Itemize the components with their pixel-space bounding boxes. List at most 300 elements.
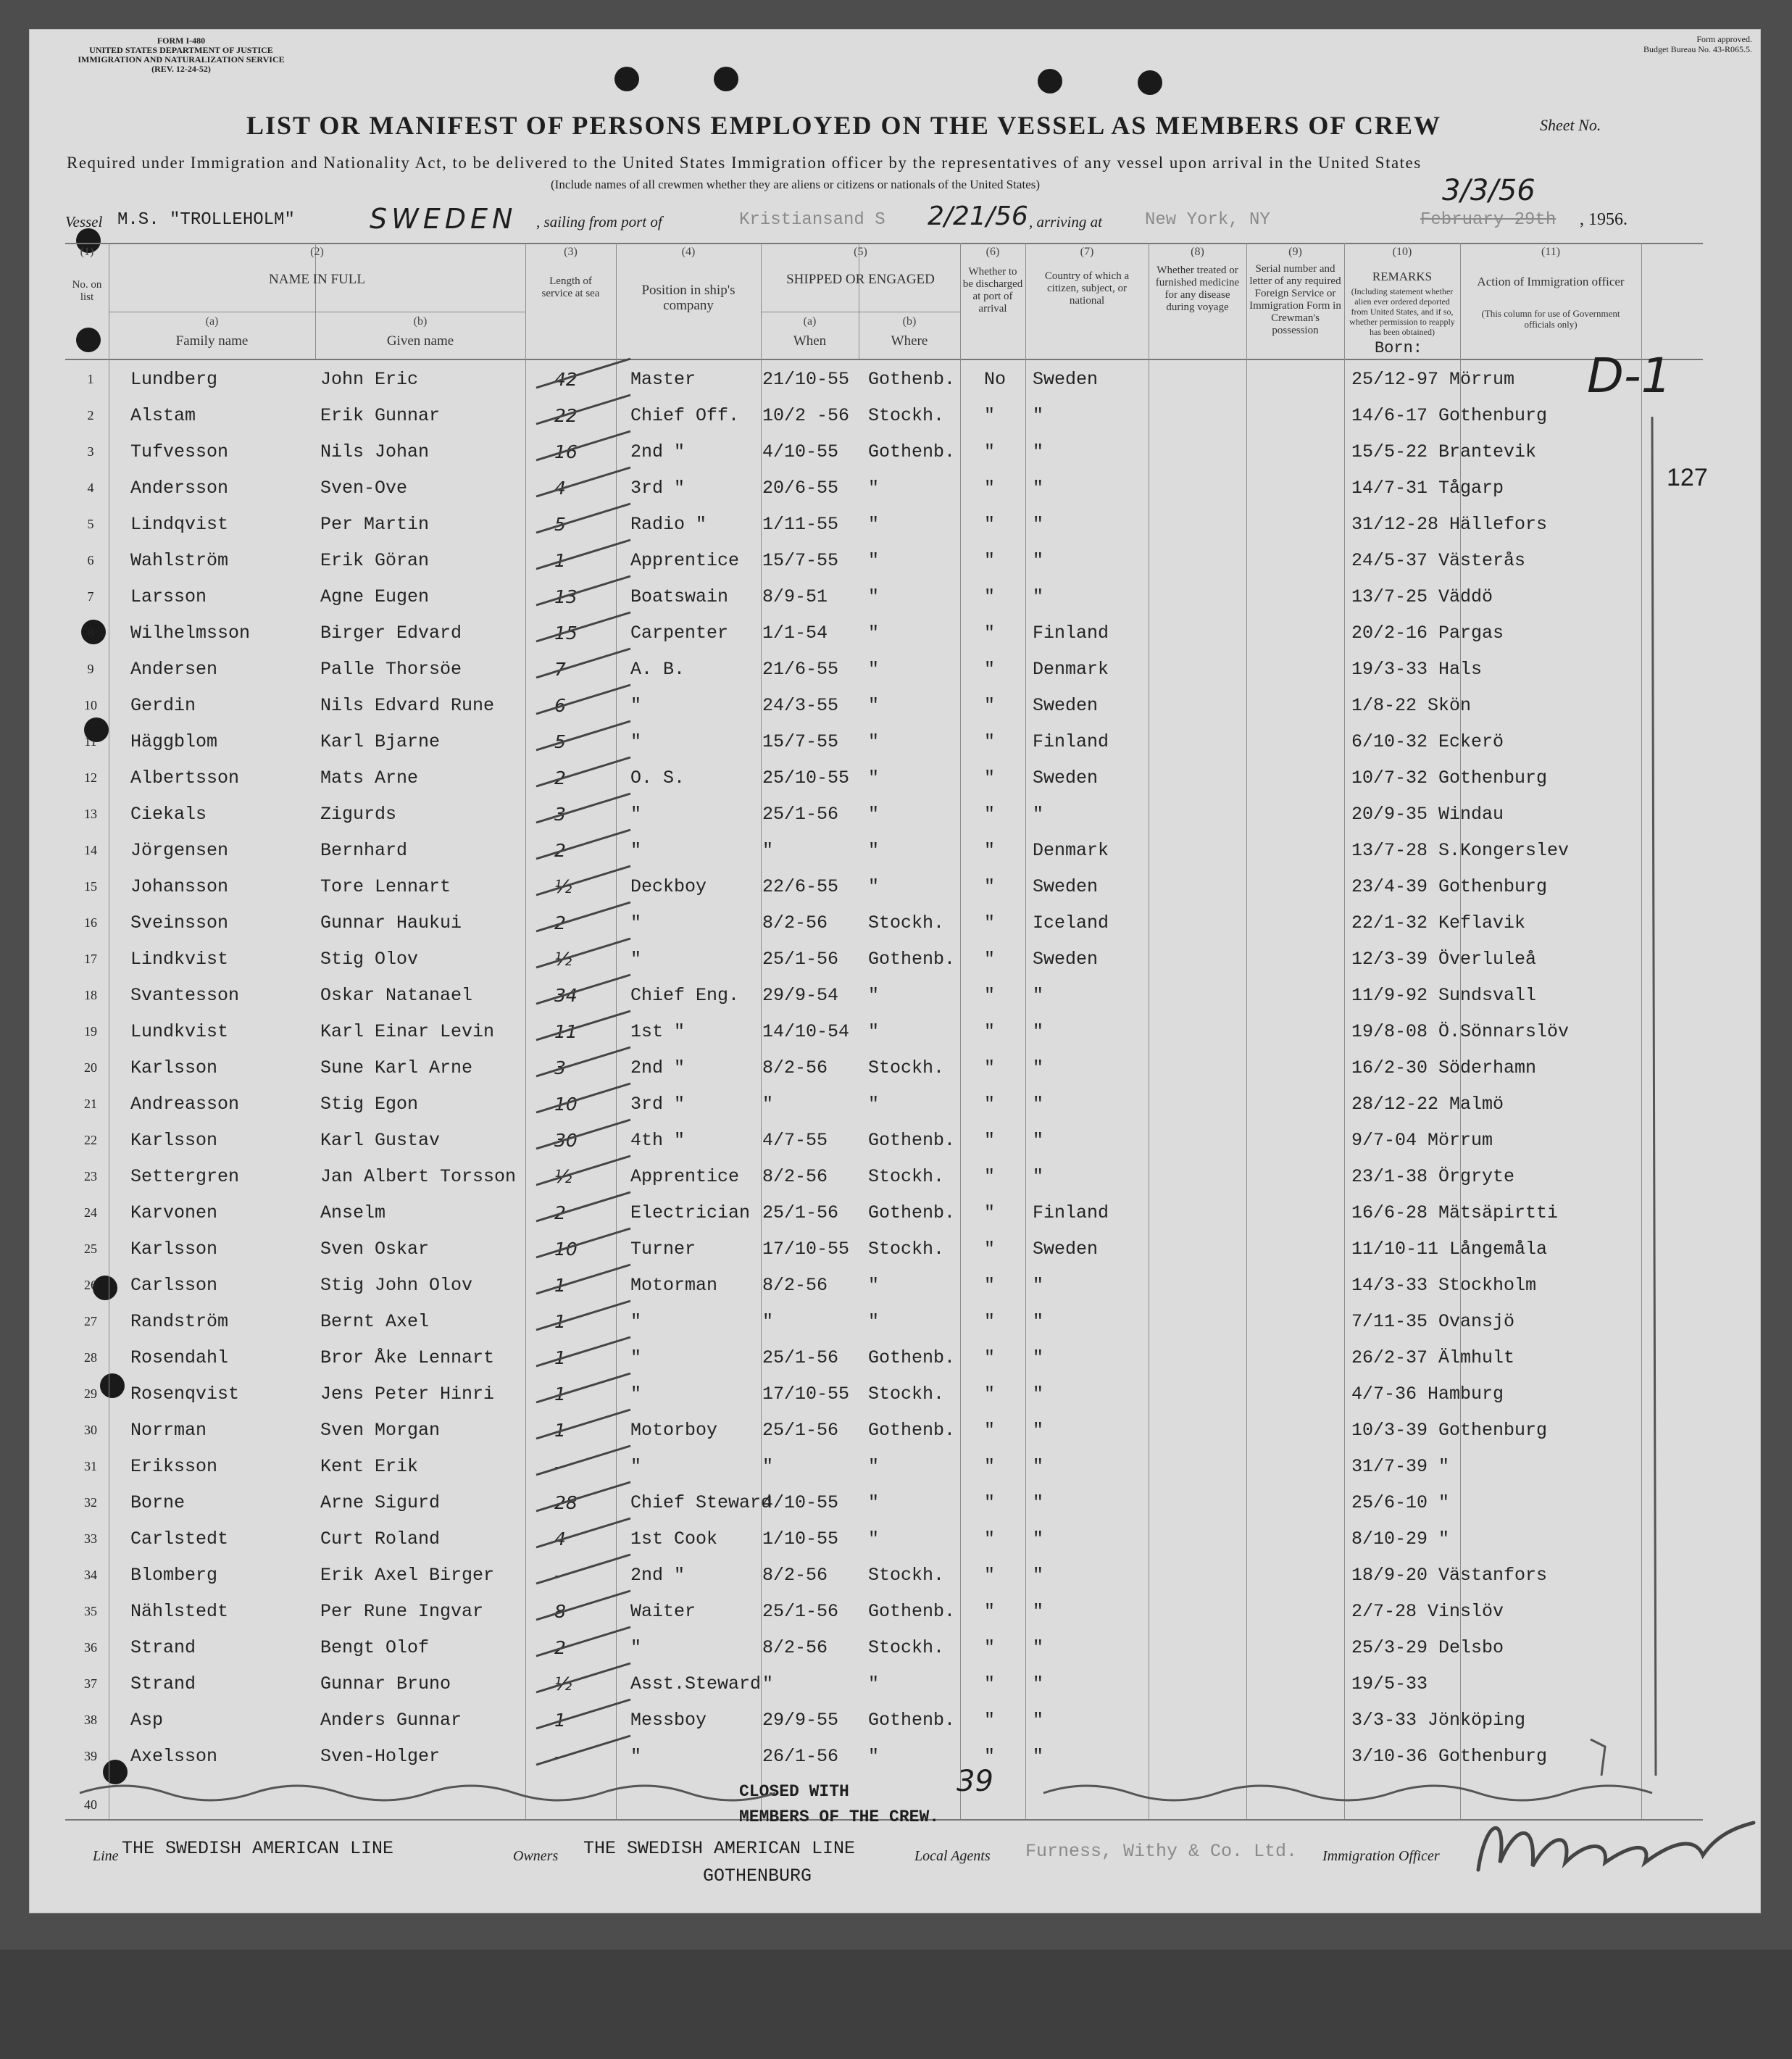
position: " <box>630 731 642 752</box>
department-header <box>36 36 326 74</box>
position: Deckboy <box>630 876 707 897</box>
shipped-when: 17/10-55 <box>762 1239 850 1260</box>
family-name: Sveinsson <box>130 912 229 933</box>
position: Chief Off. <box>630 405 740 426</box>
table-row <box>65 576 1703 612</box>
length-of-service: 13 <box>554 586 578 607</box>
shipped-when: 4/7-55 <box>762 1130 828 1151</box>
family-name: Rosenqvist <box>130 1384 240 1405</box>
country: Sweden <box>1033 695 1099 716</box>
position: " <box>630 840 642 861</box>
shipped-when: 17/10-55 <box>762 1384 850 1405</box>
length-of-service: ½ <box>554 876 572 897</box>
family-name: Svantesson <box>130 985 240 1006</box>
discharge: " <box>984 768 996 789</box>
shipped-when: 25/10-55 <box>762 768 850 789</box>
given-name: Nils Johan <box>320 441 430 462</box>
country: " <box>1033 1311 1044 1332</box>
closed-crew-count: 39 <box>957 1765 993 1798</box>
length-of-service: 1 <box>554 1710 566 1731</box>
discharge: " <box>984 1239 996 1260</box>
row-number: 34 <box>84 1568 97 1582</box>
length-of-service: 1 <box>554 1347 566 1368</box>
remarks: 25/6-10 " <box>1351 1492 1450 1513</box>
length-of-service: 15 <box>554 623 578 644</box>
row-number: 19 <box>84 1024 97 1039</box>
country: " <box>1033 1528 1044 1550</box>
shipped-where: Gothenb. <box>868 1601 956 1622</box>
table-row <box>65 975 1703 1011</box>
remarks: 23/4-39 Gothenburg <box>1351 876 1548 897</box>
family-name: Borne <box>130 1492 186 1513</box>
shipped-where: Stockh. <box>868 1239 945 1260</box>
col3-number: (3) <box>564 246 578 258</box>
length-of-service: 1 <box>554 1384 566 1405</box>
remarks: 25/3-29 Delsbo <box>1351 1637 1504 1658</box>
shipped-when: " <box>762 1311 774 1332</box>
discharge: " <box>984 731 996 752</box>
line-label: Line <box>93 1848 119 1864</box>
discharge: " <box>984 514 996 535</box>
family-name: Norrman <box>130 1420 207 1441</box>
row-number: 39 <box>84 1749 97 1763</box>
given-name: Gunnar Bruno <box>320 1673 451 1694</box>
shipped-when: 15/7-55 <box>762 550 839 571</box>
country: " <box>1033 1637 1044 1658</box>
col10-number: (10) <box>1392 246 1412 258</box>
table-row <box>65 830 1703 866</box>
given-name: Per Martin <box>320 514 430 535</box>
crew-manifest-table <box>65 243 1703 1819</box>
shipped-where: Stockh. <box>868 1384 945 1405</box>
shipped-where: " <box>868 1021 880 1042</box>
col6-number: (6) <box>985 246 1000 258</box>
remarks: 2/7-28 Vinslöv <box>1351 1601 1504 1622</box>
required-statement: Required under Immigration and Nationality Act, to be delivered to the United States Immigration officer by the representatives of any vessel upon arrival in the United States <box>67 154 1422 172</box>
row-number: 5 <box>87 517 94 531</box>
country: " <box>1033 514 1044 535</box>
family-name: Tufvesson <box>130 441 229 462</box>
col-action: Action of Immigration officer <box>1477 275 1625 288</box>
table-row <box>65 902 1703 939</box>
given-name: Erik Gunnar <box>320 405 441 426</box>
remarks: 8/10-29 " <box>1351 1528 1450 1550</box>
table-row <box>65 1736 1703 1772</box>
position: " <box>630 912 642 933</box>
discharge: " <box>984 1565 996 1586</box>
discharge: " <box>984 804 996 825</box>
shipped-where: " <box>868 514 880 535</box>
shipped-when: 25/1-56 <box>762 1347 839 1368</box>
table-row <box>65 1301 1703 1337</box>
shipped-where: Gothenb. <box>868 1347 956 1368</box>
table-row <box>65 1373 1703 1410</box>
position: " <box>630 695 642 716</box>
col-country: Country of which a citizen, subject, or national <box>1044 270 1130 307</box>
country: " <box>1033 405 1044 426</box>
length-of-service: 1 <box>554 1311 566 1332</box>
vessel-label: Vessel <box>65 213 103 230</box>
family-name: Wahlström <box>130 550 229 571</box>
remarks: 22/1-32 Keflavik <box>1351 912 1526 933</box>
discharge: " <box>984 695 996 716</box>
discharge: " <box>984 1202 996 1223</box>
remarks: 4/7-36 Hamburg <box>1351 1384 1504 1405</box>
position: 1st Cook <box>630 1528 718 1550</box>
sailing-label: , sailing from port of <box>536 213 662 230</box>
remarks: 20/2-16 Pargas <box>1351 623 1504 644</box>
remarks: 11/10-11 Långemåla <box>1351 1239 1548 1260</box>
row-number: 12 <box>84 770 97 785</box>
shipped-when: 8/2-56 <box>762 1637 828 1658</box>
col-when: When <box>793 333 827 349</box>
country: Finland <box>1033 731 1109 752</box>
length-of-service: 7 <box>554 659 566 680</box>
table-row <box>65 1410 1703 1446</box>
row-number: 27 <box>84 1314 97 1328</box>
country: " <box>1033 1384 1044 1405</box>
remarks: 15/5-22 Brantevik <box>1351 441 1537 462</box>
table-row <box>65 685 1703 721</box>
remarks: 14/7-31 Tågarp <box>1351 478 1504 499</box>
table-row <box>65 1083 1703 1120</box>
remarks: 23/1-38 Örgryte <box>1351 1166 1515 1187</box>
discharge: " <box>984 405 996 426</box>
discharge: " <box>984 1275 996 1296</box>
closed-line1: CLOSED WITH <box>739 1782 849 1801</box>
col-remarks: REMARKS <box>1372 270 1433 283</box>
col-medicine: Whether treated or furnished medicine for any disease during voyage <box>1155 265 1240 313</box>
discharge: " <box>984 441 996 462</box>
shipped-where: " <box>868 1492 880 1513</box>
given-name: Bernhard <box>320 840 408 861</box>
row-number: 35 <box>84 1604 97 1618</box>
length-of-service: 1 <box>554 1420 566 1441</box>
shipped-when: 4/10-55 <box>762 1492 839 1513</box>
shipped-where: Stockh. <box>868 1057 945 1078</box>
shipped-when: " <box>762 1673 774 1694</box>
family-name: Karlsson <box>130 1239 218 1260</box>
side-number: 127 <box>1667 464 1708 491</box>
discharge: " <box>984 1057 996 1078</box>
length-of-service: 2 <box>554 1202 566 1223</box>
shipped-where: " <box>868 1528 880 1550</box>
discharge: " <box>984 1492 996 1513</box>
shipped-where: " <box>868 550 880 571</box>
shipped-where: " <box>868 804 880 825</box>
remarks: 9/7-04 Mörrum <box>1351 1130 1493 1151</box>
revision-date: (REV. 12-24-52) <box>151 64 211 74</box>
position: Electrician <box>630 1202 751 1223</box>
given-name: Jens Peter Hinri <box>320 1384 495 1405</box>
position: Carpenter <box>630 623 729 644</box>
arrival-date: 3/3/56 <box>1442 174 1535 207</box>
background-strip <box>0 1950 1792 2059</box>
given-name: Nils Edvard Rune <box>320 695 495 716</box>
row-number: 30 <box>84 1423 97 1437</box>
discharge: " <box>984 985 996 1006</box>
col4-number: (4) <box>681 246 696 258</box>
row-number: 33 <box>84 1531 97 1546</box>
shipped-when: " <box>762 840 774 861</box>
row-number: 10 <box>84 698 97 712</box>
given-name: Zigurds <box>320 804 397 825</box>
discharge: " <box>984 949 996 970</box>
remarks: 19/5-33 <box>1351 1673 1428 1694</box>
table-row <box>65 1627 1703 1663</box>
family-name: Settergren <box>130 1166 240 1187</box>
given-name: Anselm <box>320 1202 386 1223</box>
page-title: LIST OR MANIFEST OF PERSONS EMPLOYED ON THE VESSEL AS MEMBERS OF CREW <box>246 111 1441 140</box>
shipped-where: Gothenb. <box>868 949 956 970</box>
col5b-number: (b) <box>902 315 917 328</box>
remarks: 6/10-32 Eckerö <box>1351 731 1504 752</box>
col-no-on-list: No. on list <box>72 279 102 303</box>
country: " <box>1033 804 1044 825</box>
length-of-service: 10 <box>554 1239 578 1260</box>
shipped-when: 1/10-55 <box>762 1528 839 1550</box>
country: " <box>1033 1275 1044 1296</box>
shipped-where: Stockh. <box>868 1565 945 1586</box>
shipped-where: " <box>868 1311 880 1332</box>
position: Turner <box>630 1239 696 1260</box>
discharge: " <box>984 623 996 644</box>
length-of-service: 6 <box>554 695 566 716</box>
discharge: " <box>984 840 996 861</box>
position: Chief Steward <box>630 1492 772 1513</box>
year: , 1956. <box>1580 210 1628 229</box>
given-name: Karl Einar Levin <box>320 1021 495 1042</box>
family-name: Jörgensen <box>130 840 229 861</box>
owners-label: Owners <box>513 1848 559 1864</box>
remarks: 26/2-37 Älmhult <box>1351 1347 1515 1368</box>
given-name: Erik Göran <box>320 550 430 571</box>
family-name: Carlsson <box>130 1275 218 1296</box>
col-position: Position in ship's company <box>641 283 735 313</box>
country: " <box>1033 1456 1044 1477</box>
discharge: " <box>984 1094 996 1115</box>
table-row <box>65 1591 1703 1627</box>
vessel-name: M.S. "TROLLEHOLM" <box>117 210 295 230</box>
table-row <box>65 1011 1703 1047</box>
col-where: Where <box>891 333 928 349</box>
country: Denmark <box>1033 840 1109 861</box>
position: Apprentice <box>630 1166 740 1187</box>
length-of-service: 30 <box>554 1130 578 1151</box>
country: " <box>1033 1746 1044 1767</box>
col7-number: (7) <box>1080 246 1094 258</box>
family-name: Axelsson <box>130 1746 218 1767</box>
country: " <box>1033 441 1044 462</box>
shipped-where: Gothenb. <box>868 1130 956 1151</box>
country: " <box>1033 1492 1044 1513</box>
given-name: Kent Erik <box>320 1456 419 1477</box>
table-row <box>65 1047 1703 1083</box>
discharge: " <box>984 1021 996 1042</box>
discharge: " <box>984 659 996 680</box>
given-name: Bernt Axel <box>320 1311 430 1332</box>
position: Apprentice <box>630 550 740 571</box>
given-name: Tore Lennart <box>320 876 451 897</box>
col-name-in-full: NAME IN FULL <box>269 272 365 287</box>
owners-value: THE SWEDISH AMERICAN LINE <box>583 1838 856 1859</box>
family-name: Andersen <box>130 659 218 680</box>
shipped-where: " <box>868 876 880 897</box>
discharge: " <box>984 1673 996 1694</box>
position: " <box>630 1347 642 1368</box>
length-of-service: 2 <box>554 1637 566 1658</box>
col2-number: (2) <box>310 246 324 258</box>
col11-number: (11) <box>1541 246 1561 258</box>
shipped-when: 20/6-55 <box>762 478 839 499</box>
row-number: 31 <box>84 1459 97 1473</box>
length-of-service: 22 <box>554 405 578 426</box>
shipped-when: 15/7-55 <box>762 731 839 752</box>
length-of-service: 2 <box>554 768 566 789</box>
family-name: Nählstedt <box>130 1601 229 1622</box>
family-name: Blomberg <box>130 1565 218 1586</box>
country: Sweden <box>1033 369 1099 390</box>
row-number: 29 <box>84 1386 97 1401</box>
family-name: Karlsson <box>130 1130 218 1151</box>
agents-value: Furness, Withy & Co. Ltd. <box>1025 1841 1298 1862</box>
discharge: " <box>984 478 996 499</box>
vessel-flag: SWEDEN <box>370 203 517 235</box>
given-name: Gunnar Haukui <box>320 912 462 933</box>
arriving-label: , arriving at <box>1029 213 1102 230</box>
immigration-officer-label: Immigration Officer <box>1322 1848 1440 1864</box>
row-number: 24 <box>84 1205 97 1220</box>
given-name: Anders Gunnar <box>320 1710 462 1731</box>
row-number: 2 <box>87 408 94 423</box>
table-row <box>65 612 1703 649</box>
family-name: Lindkvist <box>130 949 229 970</box>
length-of-service: 3 <box>554 804 566 825</box>
country: " <box>1033 1565 1044 1586</box>
shipped-where: Gothenb. <box>868 1710 956 1731</box>
shipped-when: 29/9-55 <box>762 1710 839 1731</box>
length-of-service: 4 <box>554 1528 566 1550</box>
punch-hole <box>714 67 738 91</box>
shipped-where: " <box>868 840 880 861</box>
given-name: Karl Gustav <box>320 1130 441 1151</box>
given-name: Curt Roland <box>320 1528 441 1550</box>
row-number: 22 <box>84 1133 97 1147</box>
length-of-service: 4 <box>554 478 566 499</box>
given-name: Stig Olov <box>320 949 419 970</box>
given-name: Jan Albert Torsson <box>320 1166 517 1187</box>
family-name: Lundkvist <box>130 1021 229 1042</box>
table-row <box>65 1700 1703 1736</box>
shipped-when: 25/1-56 <box>762 1601 839 1622</box>
remarks: 18/9-20 Västanfors <box>1351 1565 1548 1586</box>
shipped-where: " <box>868 1275 880 1296</box>
table-row <box>65 1482 1703 1518</box>
discharge: " <box>984 586 996 607</box>
country: " <box>1033 1420 1044 1441</box>
shipped-when: 25/1-56 <box>762 1420 839 1441</box>
family-name: Strand <box>130 1673 196 1694</box>
country: " <box>1033 1601 1044 1622</box>
table-row <box>65 359 1703 395</box>
position: Messboy <box>630 1710 707 1731</box>
closed-line2: MEMBERS OF THE CREW. <box>739 1808 940 1826</box>
family-name: Alstam <box>130 405 196 426</box>
discharge: " <box>984 1528 996 1550</box>
country: " <box>1033 1057 1044 1078</box>
remarks: 14/6-17 Gothenburg <box>1351 405 1548 426</box>
discharge: " <box>984 1384 996 1405</box>
remarks: 14/3-33 Stockholm <box>1351 1275 1537 1296</box>
family-name: Rosendahl <box>130 1347 229 1368</box>
length-of-service: 42 <box>554 369 578 390</box>
country: " <box>1033 586 1044 607</box>
owners-city: GOTHENBURG <box>703 1865 812 1887</box>
budget-bureau: Budget Bureau No. 43-R065.5. <box>1643 44 1752 54</box>
shipped-when: 10/2 -56 <box>762 405 850 426</box>
discharge: No <box>984 369 1007 390</box>
position: 3rd " <box>630 1094 685 1115</box>
given-name: Mats Arne <box>320 768 419 789</box>
agents-label: Local Agents <box>914 1848 991 1864</box>
length-of-service: 3 <box>554 1057 566 1078</box>
row-number: 1 <box>87 372 94 386</box>
punch-hole <box>614 67 639 91</box>
given-name: Sven-Ove <box>320 478 408 499</box>
row-number: 14 <box>84 843 97 857</box>
given-name: Erik Axel Birger <box>320 1565 495 1586</box>
shipped-when: 8/2-56 <box>762 912 828 933</box>
remarks: 19/3-33 Hals <box>1351 659 1483 680</box>
discharge: " <box>984 1456 996 1477</box>
given-name: Agne Eugen <box>320 586 430 607</box>
shipped-when: 24/3-55 <box>762 695 839 716</box>
given-name: Sven Oskar <box>320 1239 430 1260</box>
position: Boatswain <box>630 586 729 607</box>
position: 4th " <box>630 1130 685 1151</box>
table-row <box>65 1228 1703 1265</box>
shipped-where: Stockh. <box>868 1166 945 1187</box>
row-number: 18 <box>84 988 97 1002</box>
given-name: Oskar Natanael <box>320 985 473 1006</box>
family-name: Andersson <box>130 478 229 499</box>
shipped-when: " <box>762 1456 774 1477</box>
row-number: 38 <box>84 1713 97 1727</box>
position: Motorman <box>630 1275 718 1296</box>
country: Finland <box>1033 623 1109 644</box>
col1-number: (1) <box>80 246 94 258</box>
sailing-date: 2/21/56 <box>928 201 1028 231</box>
shipped-when: 8/2-56 <box>762 1166 828 1187</box>
table-row <box>65 467 1703 504</box>
shipped-when: 1/1-54 <box>762 623 828 644</box>
discharge: " <box>984 912 996 933</box>
given-name: Bror Åke Lennart <box>320 1347 495 1368</box>
row-number: 26 <box>84 1278 97 1292</box>
given-name: Birger Edvard <box>320 623 462 644</box>
discharge: " <box>984 876 996 897</box>
family-name: Lindqvist <box>130 514 229 535</box>
country: Sweden <box>1033 949 1099 970</box>
col5-number: (5) <box>854 246 867 258</box>
col2a-number: (a) <box>205 315 219 328</box>
discharge: " <box>984 1637 996 1658</box>
shipped-where: " <box>868 768 880 789</box>
position: " <box>630 1637 642 1658</box>
position: " <box>630 1311 642 1332</box>
family-name: Häggblom <box>130 731 218 752</box>
position: Radio " <box>630 514 707 535</box>
